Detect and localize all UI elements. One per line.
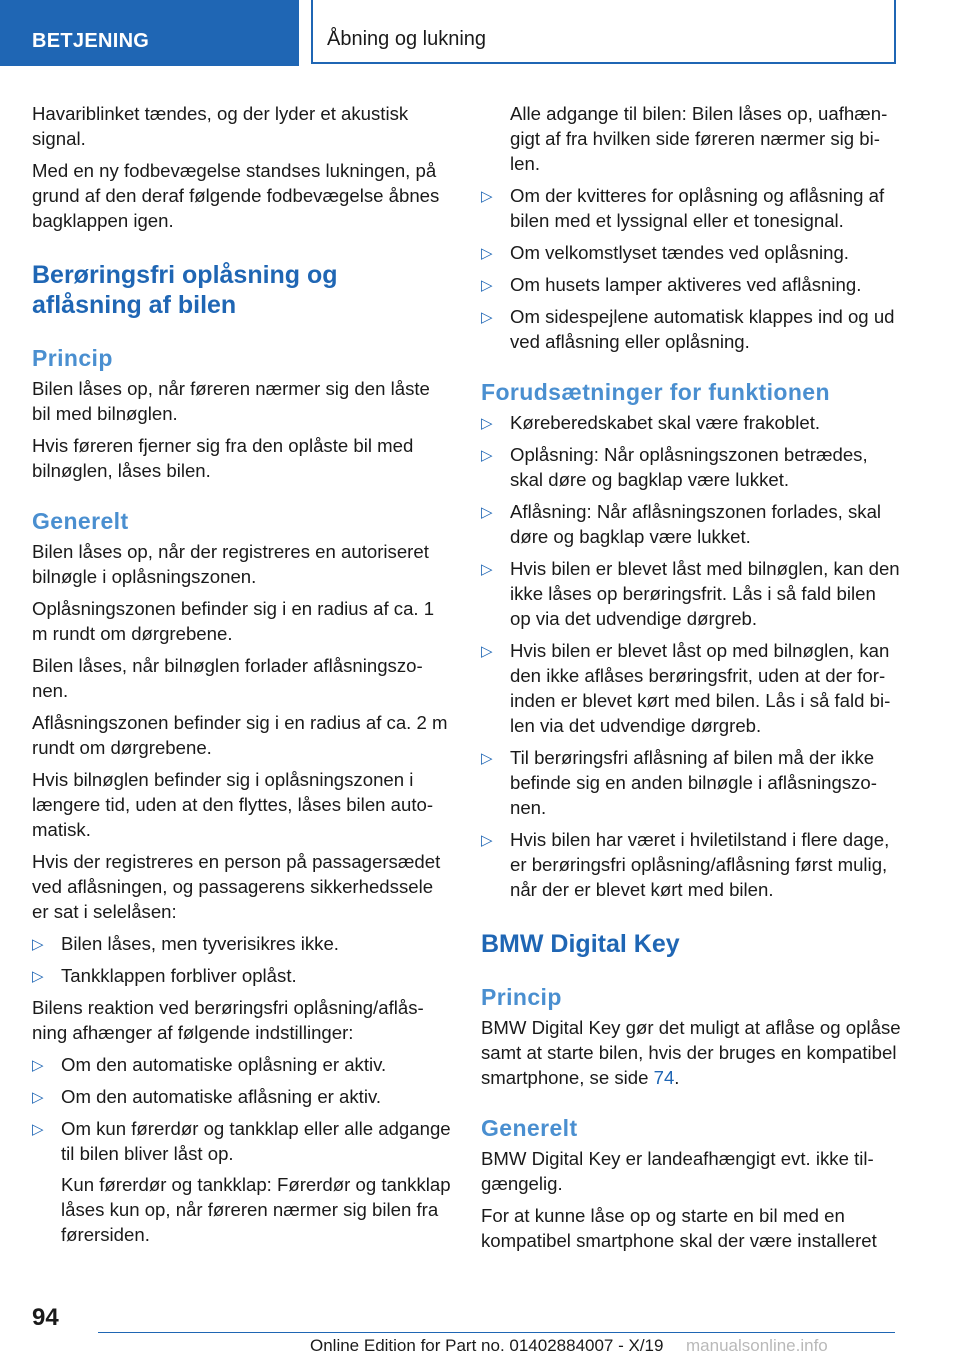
- list-item: [481, 272, 901, 297]
- list-item: [481, 442, 901, 492]
- triangle-bullet-icon: ▷: [481, 832, 493, 849]
- triangle-bullet-icon: ▷: [481, 561, 493, 578]
- triangle-bullet-icon: ▷: [481, 309, 493, 326]
- paragraph-text: BMW Digital Key gør det muligt at aflåse og oplåse samt at starte bilen, hvis der bruges en kompatibel smartphone, se side: [481, 1017, 901, 1088]
- paragraph: Hvis bilnøglen befinder sig i oplåsningszonen i længere tid, uden at den flyttes, låses bilen automatisk.: [32, 769, 434, 840]
- paragraph: Med en ny fodbevægelse standses lukningen, på grund af den deraf følgende fodbevægelse åbnes bagklappen igen.: [32, 160, 440, 231]
- list-item-subtext: Kun førerdør og tankklap: Førerdør og tankklap låses kun op, når føreren nærmer sig bilen fra førersiden.: [61, 1174, 451, 1245]
- list-item: [481, 304, 901, 354]
- footer-edition: Online Edition for Part no. 01402884007 - X/19: [310, 1336, 664, 1355]
- header-section-tab: [0, 0, 299, 66]
- bullet-list: [481, 410, 901, 902]
- list-item: [481, 183, 901, 233]
- list-item: [481, 499, 901, 549]
- paragraph: Aflåsningszonen befinder sig i en radius af ca. 2 m rundt om dørgrebene.: [32, 712, 448, 758]
- bullet-list: [481, 183, 901, 354]
- header-chapter-label: Åbning og lukning: [327, 28, 487, 50]
- list-item: [32, 931, 452, 956]
- list-item-text: Om der kvitteres for oplåsning og aflåsning af bilen med et lyssignal eller et tonesignal.: [510, 185, 885, 231]
- list-item: [32, 1084, 452, 1109]
- list-item-text: Om velkomstlyset tændes ved oplåsning.: [510, 242, 849, 263]
- list-item-text: Til berøringsfri aflåsning af bilen må der ikke befinde sig en anden bilnøgle i aflåsningszonen.: [510, 747, 877, 818]
- list-item: [481, 638, 901, 738]
- header-section-label: BETJENING: [32, 30, 150, 52]
- list-item-text: Hvis bilen er blevet låst op med bilnøglen, kan den ikke aflåses berøringsfrit, uden at der forinden er blevet kørt med bilen. Lås i så fald bilen via det udvendige dørgreb.: [510, 640, 891, 736]
- list-item-text: Oplåsning: Når oplåsningszonen betrædes, skal døre og bagklap være lukket.: [510, 444, 868, 490]
- list-item-text: Om husets lamper aktiveres ved aflåsning.: [510, 274, 862, 295]
- triangle-bullet-icon: ▷: [32, 1089, 44, 1106]
- left-column: [32, 101, 452, 1254]
- list-item-text: Om den automatiske oplåsning er aktiv.: [61, 1054, 387, 1075]
- list-item: [32, 1052, 452, 1077]
- subheading-generelt: Generelt: [481, 1115, 578, 1141]
- page-number: 94: [32, 1304, 59, 1331]
- paragraph: Bilen låses op, når der registreres en autoriseret bilnøgle i oplåsningszonen.: [32, 541, 429, 587]
- list-item-text: Hvis bilen har været i hviletilstand i flere dage, er berøringsfri oplåsning/aflåsning først mulig, når der er blevet kørt med bilen.: [510, 829, 890, 900]
- list-item-text: Køreberedskabet skal være frakoblet.: [510, 412, 821, 433]
- subheading-princip: Princip: [32, 345, 113, 371]
- list-item-text: Tankklappen forbliver oplåst.: [61, 965, 297, 986]
- footer-divider: [98, 1332, 895, 1333]
- triangle-bullet-icon: ▷: [481, 188, 493, 205]
- paragraph: [481, 1015, 901, 1090]
- section-heading: Berøringsfri oplåsning og aflåsning af bilen: [32, 261, 338, 319]
- triangle-bullet-icon: ▷: [481, 447, 493, 464]
- subheading-forudsaetninger: Forudsætninger for funktionen: [481, 379, 830, 405]
- list-item-text: Om sidespejlene automatisk klappes ind og ud ved aflåsning eller oplåsning.: [510, 306, 895, 352]
- list-item-text: Aflåsning: Når aflåsningszonen forlades, skal døre og bagklap være lukket.: [510, 501, 882, 547]
- triangle-bullet-icon: ▷: [481, 415, 493, 432]
- list-item-text: Om kun førerdør og tankklap eller alle adgange til bilen bliver låst op.: [61, 1118, 451, 1164]
- right-column: [481, 101, 901, 1260]
- paragraph: Bilen låses, når bilnøglen forlader aflåsningszonen.: [32, 655, 423, 701]
- bullet-list: [32, 931, 452, 988]
- paragraph-text-end: .: [674, 1067, 680, 1088]
- list-continuation: Alle adgange til bilen: Bilen låses op, uafhængigt af fra hvilken side føreren nærmer sig bilen.: [510, 103, 888, 174]
- triangle-bullet-icon: ▷: [481, 277, 493, 294]
- triangle-bullet-icon: ▷: [32, 936, 44, 953]
- subheading-princip: Princip: [481, 984, 562, 1010]
- list-item: [481, 745, 901, 820]
- list-item: [481, 410, 901, 435]
- list-item: [481, 240, 901, 265]
- paragraph: Bilens reaktion ved berøringsfri oplåsning/aflåsning afhænger af følgende indstillinger:: [32, 997, 424, 1043]
- list-item-text: Bilen låses, men tyverisikres ikke.: [61, 933, 339, 954]
- paragraph: For at kunne låse op og starte en bil med en kompatibel smartphone skal der være installeret: [481, 1205, 877, 1251]
- list-item-text: Om den automatiske aflåsning er aktiv.: [61, 1086, 382, 1107]
- paragraph: Havariblinket tændes, og der lyder et akustisk signal.: [32, 103, 409, 149]
- bullet-list: [32, 1052, 452, 1247]
- triangle-bullet-icon: ▷: [481, 643, 493, 660]
- paragraph: Hvis føreren fjerner sig fra den oplåste bil med bilnøglen, låses bilen.: [32, 435, 414, 481]
- list-item: [481, 827, 901, 902]
- triangle-bullet-icon: ▷: [32, 1057, 44, 1074]
- paragraph: Oplåsningszonen befinder sig i en radius af ca. 1 m rundt om dørgrebene.: [32, 598, 435, 644]
- triangle-bullet-icon: ▷: [481, 750, 493, 767]
- list-item-text: Hvis bilen er blevet låst med bilnøglen, kan den ikke låses op berøringsfrit. Lås i så fald bilen op via det udvendige dørgreb.: [510, 558, 900, 629]
- section-heading-bmw-digital-key: BMW Digital Key: [481, 930, 680, 958]
- triangle-bullet-icon: ▷: [481, 504, 493, 521]
- triangle-bullet-icon: ▷: [32, 1121, 44, 1138]
- page-reference-link[interactable]: 74: [653, 1067, 675, 1088]
- paragraph: Bilen låses op, når føreren nærmer sig den låste bil med bilnøglen.: [32, 378, 430, 424]
- triangle-bullet-icon: ▷: [481, 245, 493, 262]
- list-item: [32, 1116, 452, 1247]
- paragraph: Hvis der registreres en person på passagersædet ved aflåsningen, og passagerens sikkerhedssele er sat i selelåsen:: [32, 851, 441, 922]
- triangle-bullet-icon: ▷: [32, 968, 44, 985]
- list-item: [481, 556, 901, 631]
- paragraph: BMW Digital Key er landeafhængigt evt. ikke tilgængelig.: [481, 1148, 874, 1194]
- subheading-generelt: Generelt: [32, 508, 129, 534]
- watermark: manualsonline.info: [686, 1336, 828, 1355]
- list-item: [32, 963, 452, 988]
- header-chapter: [311, 0, 896, 64]
